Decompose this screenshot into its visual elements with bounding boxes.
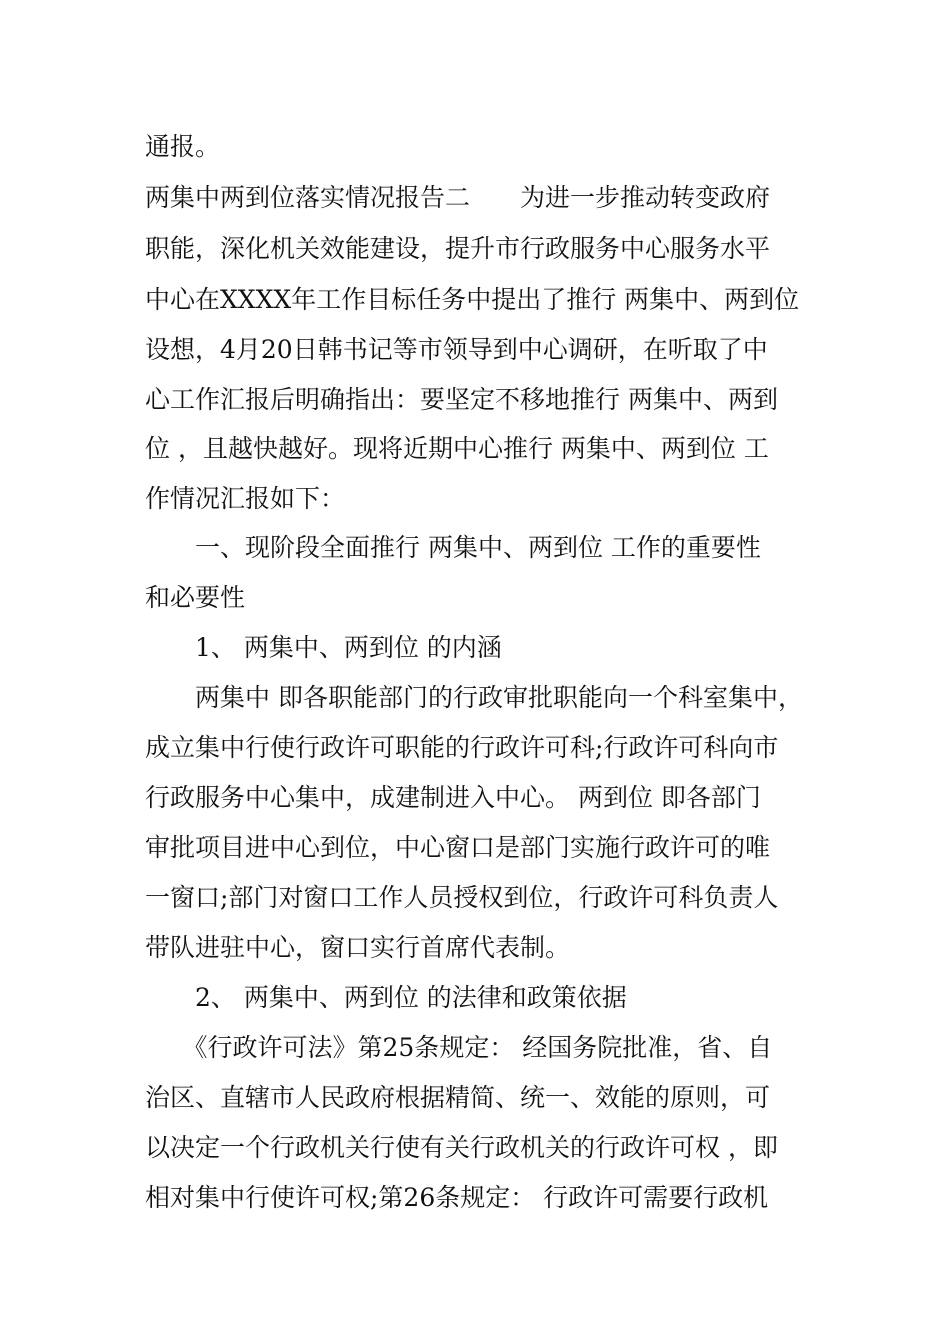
text-line: 两集中两到位落实情况报告二 为进一步推动转变政府 — [145, 183, 771, 212]
text-line: 审批项目进中心到位，中心窗口是部门实施行政许可的唯 — [145, 833, 771, 862]
text-line: 相对集中行使许可权;第26条规定： 行政许可需要行政机 — [145, 1183, 769, 1212]
text-line: 设想，4月20日韩书记等市领导到中心调研，在听取了中 — [145, 335, 768, 364]
text-line: 中心在XXXX年工作目标任务中提出了推行 两集中、两到位 — [145, 285, 800, 314]
text-line: 带队进驻中心，窗口实行首席代表制。 — [145, 933, 571, 962]
section-heading: 一、现阶段全面推行 两集中、两到位 工作的重要性 — [145, 533, 761, 562]
text-line: 成立集中行使行政许可职能的行政许可科;行政许可科向市 — [145, 733, 779, 762]
text-line: 行政服务中心集中，成建制进入中心。 两到位 即各部门 — [145, 783, 761, 812]
text-line: 治区、直辖市人民政府根据精简、统一、效能的原则，可 — [145, 1083, 771, 1112]
subsection-heading: 2、 两集中、两到位 的法律和政策依据 — [145, 983, 627, 1012]
section-heading-continued: 和必要性 — [145, 583, 246, 612]
subsection-heading: 1、 两集中、两到位 的内涵 — [145, 633, 502, 662]
text-line: 两集中 即各职能部门的行政审批职能向一个科室集中， — [145, 683, 803, 712]
text-line: 以决定一个行政机关行使有关行政机关的行政许可权 ，即 — [145, 1133, 778, 1162]
text-line: 一窗口;部门对窗口工作人员授权到位，行政许可科负责人 — [145, 883, 779, 912]
text-line: 位 ，且越快越好。现将近期中心推行 两集中、两到位 工 — [145, 434, 769, 463]
text-line: 《行政许可法》第25条规定： 经国务院批准，省、自 — [145, 1033, 773, 1062]
text-line: 职能，深化机关效能建设，提升市行政服务中心服务水平 — [145, 234, 771, 263]
text-line: 作情况汇报如下： — [145, 484, 346, 513]
text-line: 心工作汇报后明确指出：要坚定不移地推行 两集中、两到 — [145, 385, 778, 414]
text-line: 通报。 — [145, 132, 221, 161]
